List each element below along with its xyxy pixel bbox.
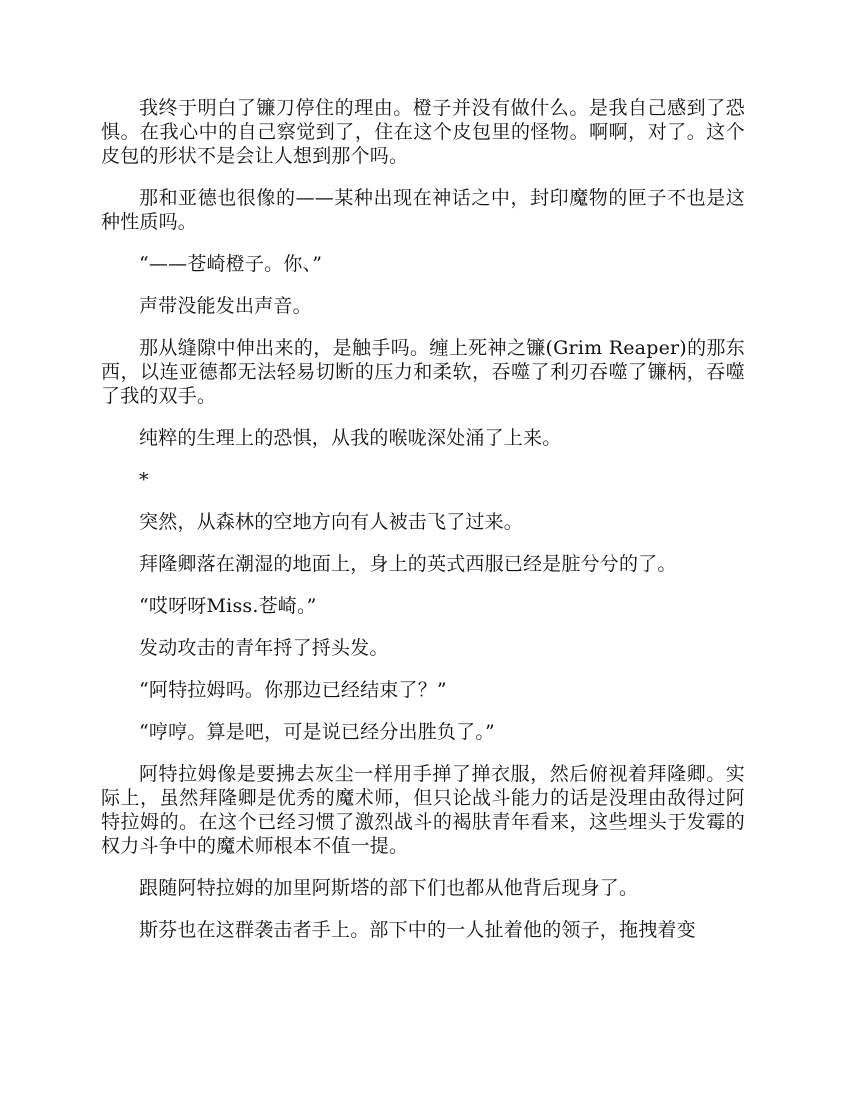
document-page xyxy=(101,96,745,960)
paragraph: 那从缝隙中伸出来的，是触手吗。缠上死神之镰(Grim Reaper)的那东西，以连亚德都无法轻易切断的压力和柔软，吞噬了利刃吞噬了镰柄，吞噬了我的双手。 xyxy=(101,337,745,407)
dialogue-line: “哎呀呀Miss.苍崎。” xyxy=(139,595,317,617)
paragraph: 阿特拉姆像是要拂去灰尘一样用手掸了掸衣服，然后俯视着拜隆卿。实际上，虽然拜隆卿是优秀的魔术师，但只论战斗能力的话是没理由敌得过阿特拉姆的。在这个已经习惯了激烈战斗的褐肤青年看来，这些埋头于发霉的权力斗争中的魔术师根本不值一提。 xyxy=(101,763,745,857)
dialogue-line: “阿特拉姆吗。你那边已经结束了？” xyxy=(139,679,447,701)
paragraph: 跟随阿特拉姆的加里阿斯塔的部下们也都从他背后现身了。 xyxy=(139,877,639,899)
paragraph: 突然，从森林的空地方向有人被击飞了过来。 xyxy=(139,511,524,533)
dialogue-line: “哼哼。算是吧，可是说已经分出胜负了。” xyxy=(139,721,495,743)
paragraph: 声带没能发出声音。 xyxy=(139,295,312,317)
section-break: * xyxy=(139,469,149,491)
paragraph: 发动攻击的青年捋了捋头发。 xyxy=(139,637,389,659)
paragraph: “——苍崎橙子。你、” xyxy=(139,253,323,275)
paragraph: 我终于明白了镰刀停住的理由。橙子并没有做什么。是我自己感到了恐惧。在我心中的自己察觉到了，住在这个皮包里的怪物。啊啊，对了。这个皮包的形状不是会让人想到那个吗。 xyxy=(101,97,745,167)
paragraph: 斯芬也在这群袭击者手上。部下中的一人扯着他的领子，拖拽着变 xyxy=(139,919,696,941)
paragraph: 那和亚德也很像的——某种出现在神话之中，封印魔物的匣子不也是这种性质吗。 xyxy=(101,187,745,233)
paragraph: 拜隆卿落在潮湿的地面上，身上的英式西服已经是脏兮兮的了。 xyxy=(139,553,677,575)
paragraph: 纯粹的生理上的恐惧，从我的喉咙深处涌了上来。 xyxy=(139,427,562,449)
